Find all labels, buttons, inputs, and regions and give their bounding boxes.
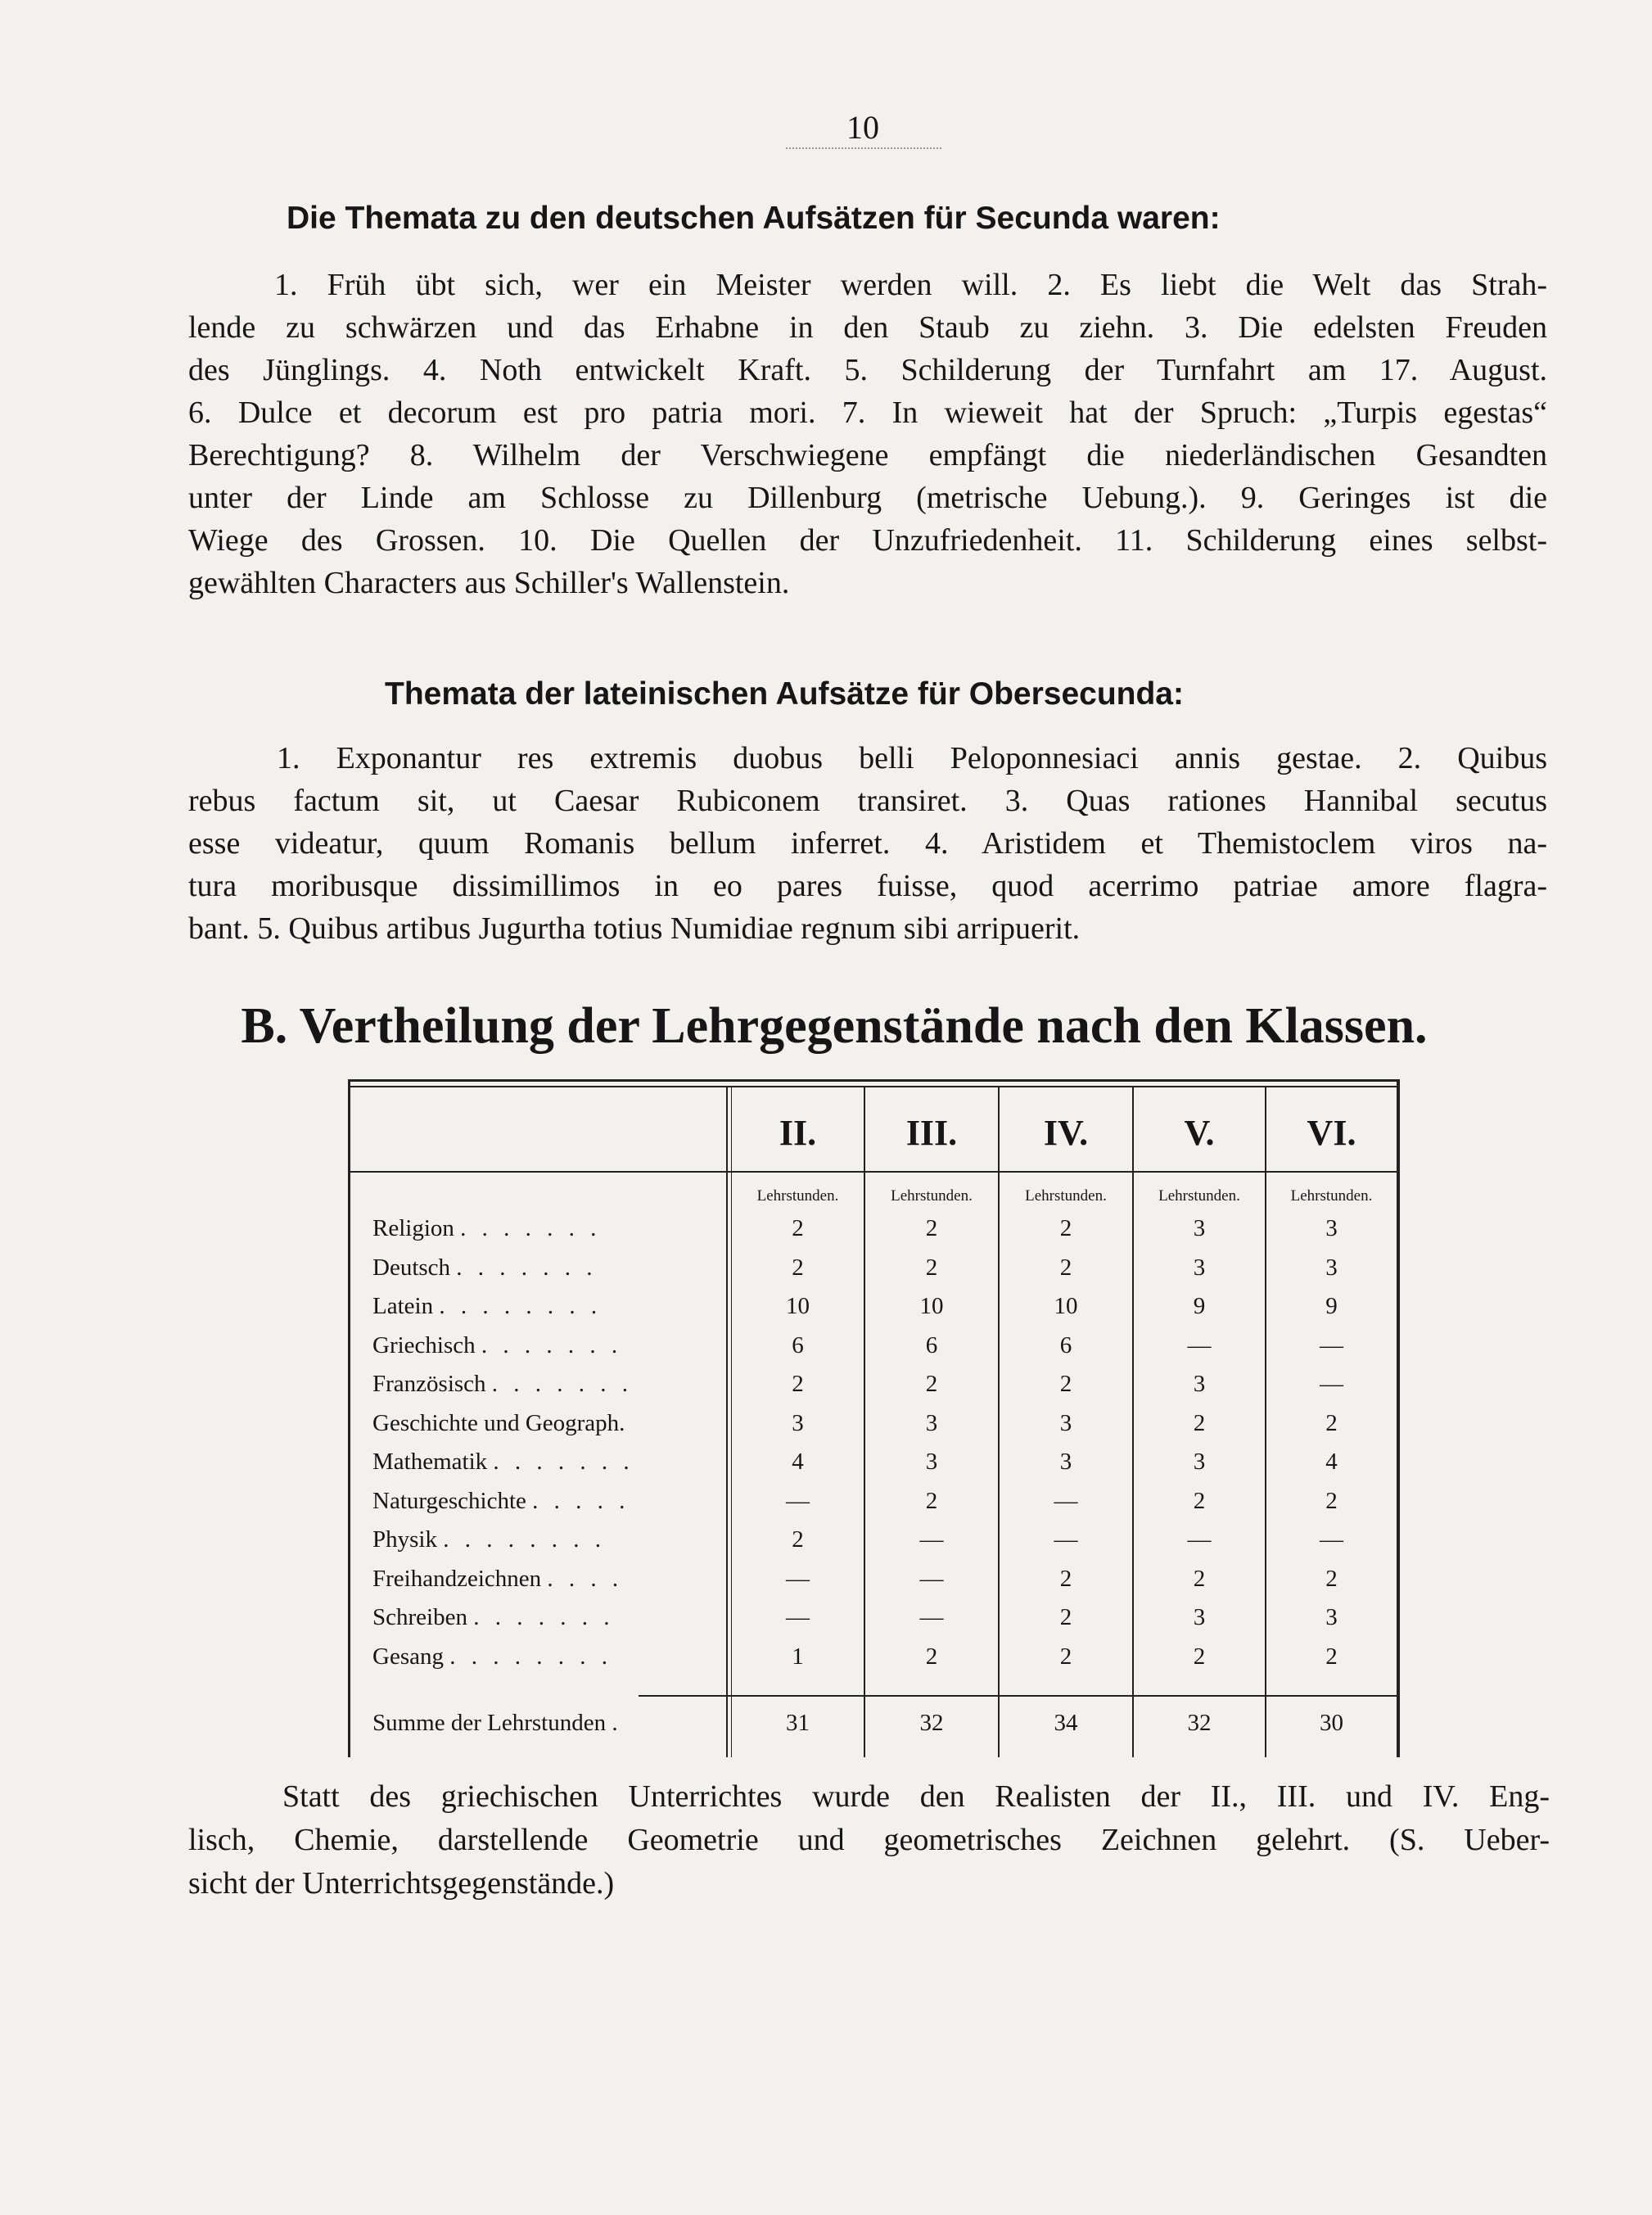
hours-cell: 6 <box>1059 1331 1072 1358</box>
hours-cell: 3 <box>1193 1449 1206 1475</box>
latin-essays-heading: Themata der lateinischen Aufsätze für Obersecunda: <box>385 676 1184 712</box>
text-line: tura moribusque dissimillimos in eo pares fuisse, quod acerrimo patriae amore flagra- <box>188 869 1547 903</box>
subject-name: Französisch <box>372 1371 486 1397</box>
leader-dots: . . . . . . . <box>473 1604 615 1630</box>
hours-cell: 2 <box>1193 1409 1206 1436</box>
class-header-iv: IV. <box>1043 1113 1089 1153</box>
hours-cell: 2 <box>792 1371 804 1397</box>
subject-cell <box>372 1643 733 1670</box>
table-row <box>348 1332 1400 1370</box>
sum-cell: 30 <box>1320 1710 1343 1736</box>
text-line: rebus factum sit, ut Caesar Rubiconem transiret. 3. Quas rationes Hannibal secutus <box>188 784 1547 818</box>
hours-cell: 2 <box>792 1526 804 1553</box>
page-number: 10 <box>846 109 879 146</box>
table-row <box>348 1488 1400 1526</box>
hours-cell: 3 <box>1193 1215 1206 1241</box>
hours-cell: 3 <box>1059 1449 1072 1475</box>
class-header-iii: III. <box>905 1113 958 1153</box>
unit-label: Lehrstunden. <box>1025 1187 1107 1205</box>
table-row <box>348 1371 1400 1408</box>
text-line: esse videatur, quum Romanis bellum inferret. 4. Aristidem et Themistoclem viros na- <box>188 826 1547 861</box>
hours-cell: 3 <box>1193 1254 1206 1281</box>
hours-cell: 2 <box>1193 1643 1206 1670</box>
table-row <box>348 1449 1400 1486</box>
unit-label: Lehrstunden. <box>891 1187 973 1205</box>
hours-cell: — <box>1187 1331 1212 1358</box>
latin-essays-paragraph <box>188 737 1547 950</box>
hours-cell: 2 <box>1325 1409 1338 1436</box>
hours-cell: 2 <box>925 1371 938 1397</box>
subject-cell <box>372 1254 733 1282</box>
hours-cell: 2 <box>792 1254 804 1281</box>
hours-cell: — <box>1054 1526 1078 1553</box>
subject-name: Latein <box>372 1293 434 1319</box>
hours-cell: 2 <box>925 1643 938 1670</box>
unit-label: Lehrstunden. <box>1290 1187 1373 1205</box>
subject-name: Physik <box>372 1526 437 1553</box>
hours-cell: 10 <box>919 1293 944 1319</box>
table-row <box>348 1526 1400 1564</box>
leader-dots: . . . . . . . . <box>439 1293 603 1319</box>
class-header-ii: II. <box>779 1113 817 1153</box>
hours-cell: 2 <box>1193 1565 1206 1592</box>
subject-name: Naturgeschichte <box>372 1487 526 1514</box>
hours-cell: 3 <box>1193 1371 1206 1397</box>
hours-cell: — <box>1320 1331 1343 1358</box>
hours-cell: 2 <box>1059 1565 1072 1592</box>
text-line: sicht der Unterrichtsgegenstände.) <box>188 1866 615 1901</box>
table-row <box>348 1604 1400 1642</box>
hours-cell: 9 <box>1193 1293 1206 1319</box>
subject-name: Deutsch <box>372 1254 451 1281</box>
text-line: lisch, Chemie, darstellende Geometrie und geometrisches Zeichnen gelehrt. (S. Ueber- <box>188 1823 1550 1857</box>
table-row <box>348 1215 1400 1253</box>
hours-cell: — <box>786 1604 810 1630</box>
footnote-paragraph <box>188 1775 1550 1905</box>
lesson-distribution-table <box>348 1079 1400 1757</box>
subject-name: Schreiben <box>372 1604 467 1630</box>
table-top-rule <box>348 1079 1400 1082</box>
subject-cell <box>372 1566 733 1593</box>
subject-cell <box>372 1215 733 1242</box>
hours-cell: 2 <box>1059 1643 1072 1670</box>
hours-cell: — <box>1320 1371 1343 1397</box>
subject-cell <box>372 1371 733 1398</box>
hours-cell: 2 <box>1059 1371 1072 1397</box>
text-line: 1. Exponantur res extremis duobus belli Peloponnesiaci annis gestae. 2. Quibus <box>277 741 1547 775</box>
leader-dots: . . . . . . . <box>460 1215 602 1241</box>
text-line: 6. Dulce et decorum est pro patria mori. 7. In wieweit hat der Spruch: „Turpis egestas“ <box>188 396 1547 430</box>
table-row <box>348 1410 1400 1448</box>
text-line: unter der Linde am Schlosse zu Dillenburg (metrische Uebung.). 9. Geringes ist die <box>188 481 1547 515</box>
sum-label: Summe der Lehrstunden . <box>372 1710 618 1736</box>
text-line: lende zu schwärzen und das Erhabne in den Staub zu ziehn. 3. Die edelsten Freuden <box>188 310 1547 345</box>
unit-label: Lehrstunden. <box>1158 1187 1240 1205</box>
german-essays-heading: Die Themata zu den deutschen Aufsätzen für Secunda waren: <box>287 201 1221 236</box>
sum-cell: 31 <box>786 1710 810 1736</box>
text-line: 1. Früh übt sich, wer ein Meister werden will. 2. Es liebt die Welt das Strah- <box>274 268 1547 302</box>
hours-cell: 2 <box>925 1487 938 1514</box>
subject-cell <box>372 1604 733 1631</box>
leader-dots: . . . . . . . <box>493 1449 634 1475</box>
subject-cell <box>372 1332 733 1359</box>
hours-cell: 2 <box>1059 1604 1072 1630</box>
page-number-rule <box>786 147 941 149</box>
subject-name: Griechisch <box>372 1331 476 1358</box>
hours-cell: 6 <box>925 1331 938 1358</box>
subject-name: Gesang <box>372 1643 444 1670</box>
hours-cell: 3 <box>1193 1604 1206 1630</box>
subject-cell <box>372 1410 733 1437</box>
table-top-rule-inner <box>348 1086 1400 1087</box>
hours-cell: — <box>1187 1526 1212 1553</box>
hours-cell: 3 <box>792 1409 804 1436</box>
text-line: bant. 5. Quibus artibus Jugurtha totius Numidiae regnum sibi arripuerit. <box>188 911 1081 946</box>
section-b-heading: B. Vertheilung der Lehrgegenstände nach den Klassen. <box>241 998 1428 1054</box>
leader-dots: . . . . . . . . <box>443 1526 606 1553</box>
hours-cell: — <box>1320 1526 1343 1553</box>
class-header-vi: VI. <box>1307 1113 1356 1153</box>
text-line: Statt des griechischen Unterrichtes wurde den Realisten der II., III. und IV. Eng- <box>282 1779 1550 1814</box>
leader-dots: . . . . . . . . <box>449 1643 612 1670</box>
table-row <box>348 1293 1400 1331</box>
table-row <box>348 1643 1400 1681</box>
table-row <box>348 1566 1400 1603</box>
hours-cell: 9 <box>1325 1293 1338 1319</box>
header-rule <box>348 1171 1400 1173</box>
sum-cell: 32 <box>919 1710 944 1736</box>
leader-dots: . . . . <box>547 1565 624 1592</box>
subject-name: Geschichte und Geograph. <box>372 1409 625 1436</box>
hours-cell: 2 <box>1325 1643 1338 1670</box>
hours-cell: — <box>786 1487 810 1514</box>
hours-cell: — <box>786 1565 810 1592</box>
hours-cell: 4 <box>792 1449 804 1475</box>
hours-cell: 10 <box>786 1293 810 1319</box>
hours-cell: — <box>919 1526 944 1553</box>
subject-cell <box>372 1293 733 1320</box>
hours-cell: 3 <box>925 1409 938 1436</box>
hours-cell: — <box>1054 1487 1078 1514</box>
sum-row <box>348 1710 1400 1747</box>
hours-cell: 10 <box>1054 1293 1078 1319</box>
text-line: Berechtigung? 8. Wilhelm der Verschwiegene empfängt die niederländischen Gesandten <box>188 438 1547 472</box>
hours-cell: 2 <box>1325 1565 1338 1592</box>
hours-cell: 2 <box>1059 1215 1072 1241</box>
hours-cell: 3 <box>1325 1604 1338 1630</box>
hours-cell: 4 <box>1325 1449 1338 1475</box>
subject-name: Freihandzeichnen <box>372 1565 542 1592</box>
leader-dots: . . . . . . . <box>456 1254 598 1281</box>
hours-cell: 2 <box>1059 1254 1072 1281</box>
leader-dots: . . . . . <box>532 1487 630 1514</box>
hours-cell: 2 <box>925 1254 938 1281</box>
subject-name: Religion <box>372 1215 454 1241</box>
leader-dots: . . . . . . . <box>491 1371 634 1397</box>
hours-cell: 2 <box>925 1215 938 1241</box>
unit-label: Lehrstunden. <box>756 1187 839 1205</box>
hours-cell: — <box>919 1565 944 1592</box>
hours-cell: 3 <box>1325 1215 1338 1241</box>
subject-name: Mathematik <box>372 1449 488 1475</box>
subject-cell <box>372 1449 733 1476</box>
hours-cell: 2 <box>1193 1487 1206 1514</box>
class-header-v: V. <box>1184 1113 1215 1153</box>
text-line: Wiege des Grossen. 10. Die Quellen der Unzufriedenheit. 11. Schilderung eines selbst- <box>188 523 1547 558</box>
hours-cell: 3 <box>1059 1409 1072 1436</box>
hours-cell: 1 <box>792 1643 804 1670</box>
text-line: gewählten Characters aus Schiller's Wallenstein. <box>188 566 790 600</box>
subject-cell <box>372 1488 733 1515</box>
german-essays-paragraph <box>188 264 1547 604</box>
hours-cell: 2 <box>1325 1487 1338 1514</box>
sum-cell: 34 <box>1054 1710 1078 1736</box>
hours-cell: 3 <box>1325 1254 1338 1281</box>
sum-rule <box>639 1695 1400 1697</box>
hours-cell: 2 <box>792 1215 804 1241</box>
hours-cell: 3 <box>925 1449 938 1475</box>
sum-cell: 32 <box>1187 1710 1212 1736</box>
hours-cell: — <box>919 1604 944 1630</box>
subject-cell <box>372 1526 733 1553</box>
leader-dots: . . . . . . . <box>481 1331 623 1358</box>
text-line: des Jünglings. 4. Noth entwickelt Kraft. 5. Schilderung der Turnfahrt am 17. August. <box>188 353 1547 387</box>
table-row <box>348 1254 1400 1292</box>
hours-cell: 6 <box>792 1331 804 1358</box>
